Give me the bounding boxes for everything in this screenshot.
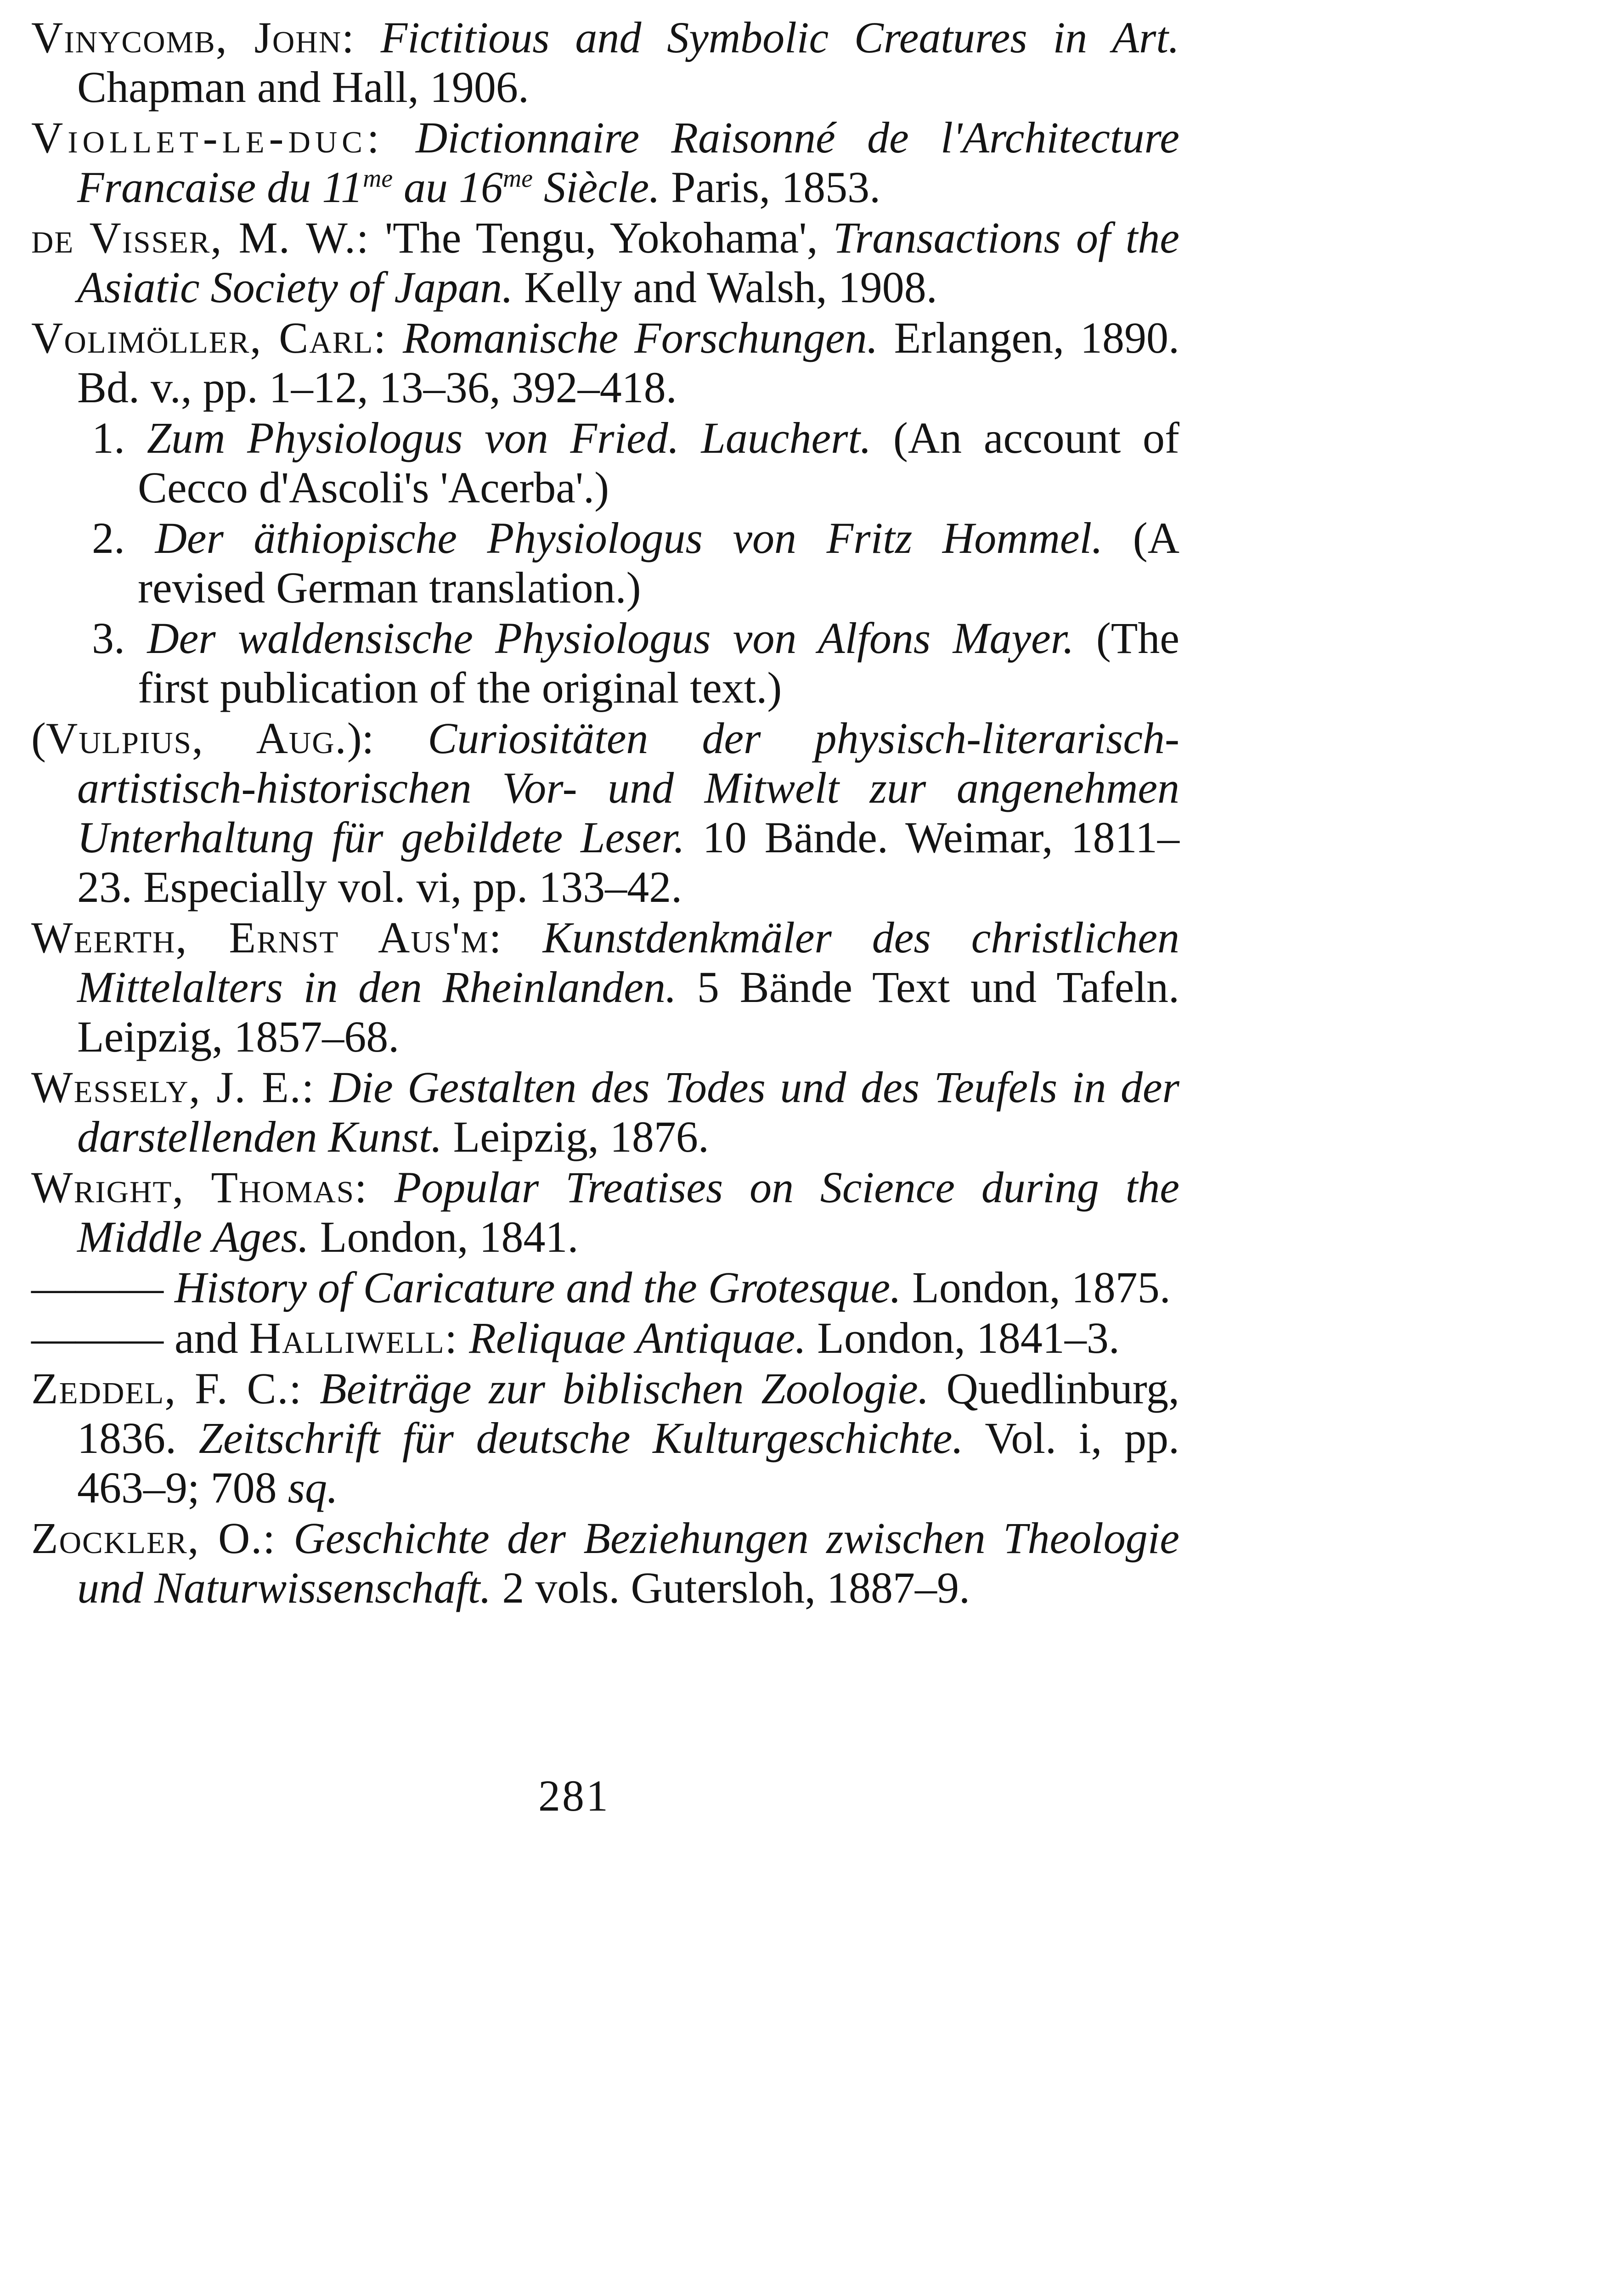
entry-author: Vinycomb, John: <box>31 13 355 62</box>
entry-publication: Erlangen, 1890. Bd. v., pp. 1–12, 13–36, 392–418. <box>77 313 1179 412</box>
entry-publication: Paris, 1853. <box>671 163 881 212</box>
ditto-dash: ——— <box>31 1263 164 1312</box>
entry-author: Viollet-le-duc: <box>31 113 384 162</box>
bib-entry-volimoller <box>31 313 1179 412</box>
sub-item-number: 2. <box>92 513 125 563</box>
bib-entry-wessely <box>31 1063 1179 1162</box>
entry-title: Romanische Forschungen. <box>402 313 878 362</box>
bib-entry-viollet-le-duc <box>31 113 1179 212</box>
sub-item-number: 3. <box>92 613 125 663</box>
entry-title: Transactions of the Asiatic Society of Japan. <box>77 213 1180 312</box>
sub-item-1 <box>31 413 1179 512</box>
sub-item-title: Zum Physiologus von Fried. Lauchert. <box>147 413 872 462</box>
ditto-dash: ——— and <box>31 1313 238 1362</box>
sub-item-3 <box>31 613 1179 713</box>
bib-entry-vinycomb <box>31 13 1179 112</box>
entry-author: de Visser, M. W.: <box>31 213 370 262</box>
entry-title: Beiträge zur biblischen Zoologie. <box>320 1364 929 1413</box>
entry-author: (Vulpius, Aug.): <box>31 714 374 763</box>
entry-article: 'The Tengu, Yokohama', <box>384 213 818 262</box>
bib-entry-wright-halliwell <box>31 1313 1179 1363</box>
page-number: 281 <box>538 1771 610 1820</box>
entry-publication: Kelly and Walsh, 1908. <box>524 263 937 312</box>
sub-item-number: 1. <box>92 413 125 462</box>
entry-author: Wessely, J. E.: <box>31 1063 315 1112</box>
entry-title: Fictitious and Symbolic Creatures in Art. <box>380 13 1180 62</box>
entry-title: Reliquae Antiquae. <box>469 1313 806 1362</box>
entry-author: Wright, Thomas: <box>31 1163 368 1212</box>
sub-item-note: (The first publication of the original text.) <box>138 613 1180 712</box>
bib-entry-wright <box>31 1163 1179 1262</box>
sub-item-2 <box>31 513 1179 613</box>
bib-entry-weerth <box>31 913 1179 1062</box>
entry-title: Curiositäten der physisch-literarisch-artistisch-historischen Vor- und Mitwelt zur angenehmen Unterhaltung für gebildete Leser. <box>77 714 1180 862</box>
entry-publication-2: Vol. i, pp. 463–9; 708 <box>77 1413 1180 1512</box>
bib-entry-vulpius <box>31 714 1179 912</box>
entry-publication: Quedlinburg, 1836. <box>77 1364 1180 1463</box>
entry-author: Volimöller, Carl: <box>31 313 387 362</box>
entry-title-2: Zeitschrift für deutsche Kulturgeschichte. <box>198 1413 964 1463</box>
entry-author: Zockler, O.: <box>31 1514 276 1563</box>
bib-entry-zockler <box>31 1514 1179 1613</box>
entry-title: History of Caricature and the Grotesque. <box>175 1263 902 1312</box>
entry-publication: London, 1841. <box>320 1212 579 1261</box>
entry-title: Popular Treatises on Science during the Middle Ages. <box>77 1163 1180 1261</box>
sub-item-note: (An account of Cecco d'Ascoli's 'Acerba'.) <box>138 413 1180 512</box>
entry-publication: 2 vols. Gutersloh, 1887–9. <box>502 1563 970 1612</box>
sub-item-title: Der äthiopische Physiologus von Fritz Hommel. <box>155 513 1103 563</box>
entry-publication: Leipzig, 1876. <box>453 1112 709 1161</box>
bib-entry-zeddel <box>31 1364 1179 1513</box>
bib-entry-wright-caricature <box>31 1263 1179 1312</box>
entry-author: Halliwell: <box>249 1313 458 1362</box>
bib-entry-de-visser <box>31 213 1179 312</box>
entry-publication: Chapman and Hall, 1906. <box>77 62 529 112</box>
entry-publication: London, 1841–3. <box>817 1313 1120 1362</box>
entry-author: Weerth, Ernst Aus'm: <box>31 913 502 962</box>
sub-item-title: Der waldensische Physiologus von Alfons Mayer. <box>147 613 1074 663</box>
bibliography <box>31 13 1179 1614</box>
entry-publication: 10 Bände. Weimar, 1811–23. Especially vol. vi, pp. 133–42. <box>77 813 1180 912</box>
entry-publication: London, 1875. <box>912 1263 1171 1312</box>
entry-title: Kunstdenkmäler des christlichen Mittelalters in den Rheinlanden. <box>77 913 1180 1012</box>
entry-publication: 5 Bände Text und Tafeln. Leipzig, 1857–68. <box>77 962 1180 1061</box>
sub-item-note: (A revised German translation.) <box>138 513 1180 612</box>
entry-title: Die Gestalten des Todes und des Teufels in der darstellenden Kunst. <box>77 1063 1180 1161</box>
entry-title: Dictionnaire Raisonné de l'Architecture Francaise du $11^{me}$ au $16^{me}$ Siècle. <box>77 113 1180 212</box>
entry-author: Zeddel, F. C.: <box>31 1364 303 1413</box>
entry-sq: sq. <box>288 1463 338 1512</box>
entry-title: Geschichte der Beziehungen zwischen Theologie und Naturwissenschaft. <box>77 1514 1180 1612</box>
